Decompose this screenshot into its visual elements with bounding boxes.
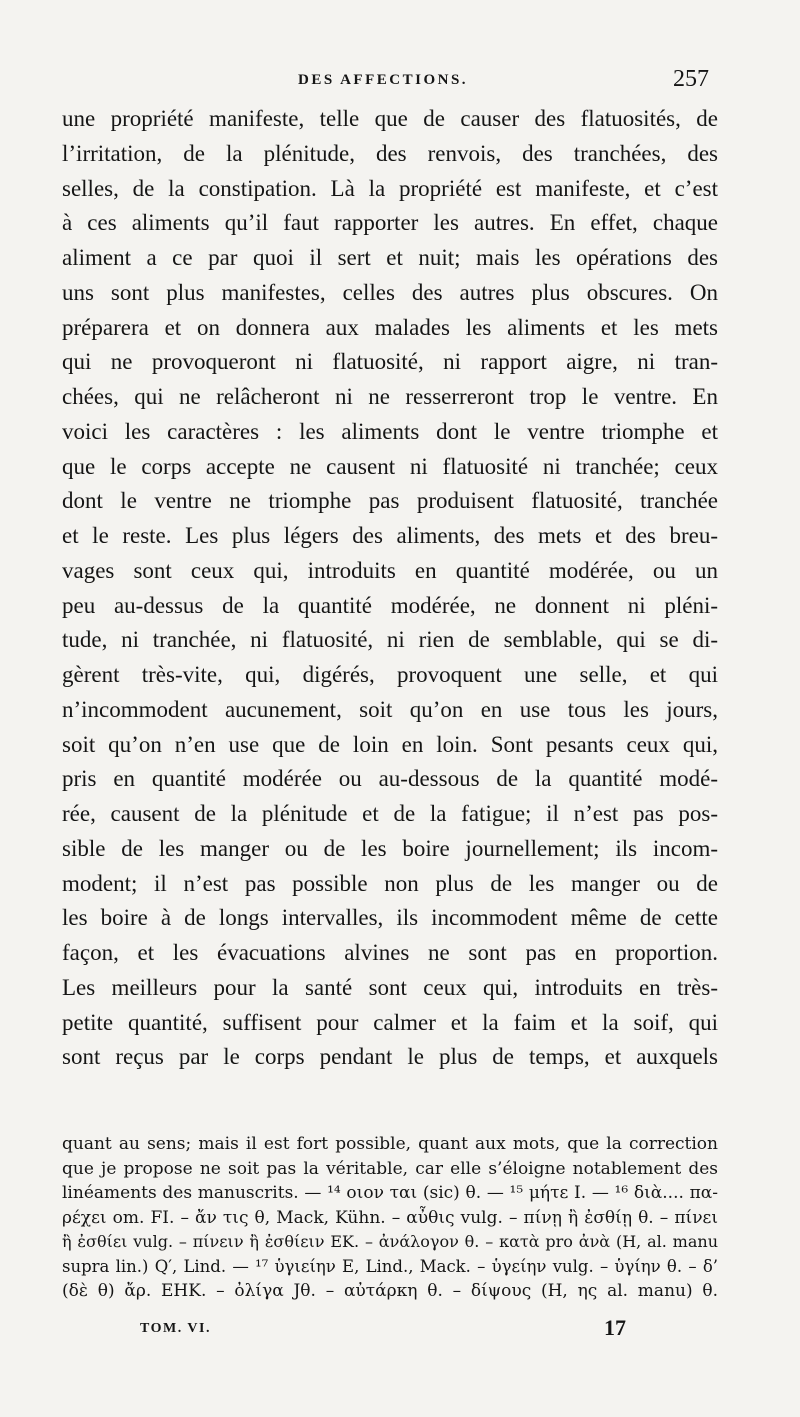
text-line: uns sont plus manifestes, celles des autres plus obscures. On xyxy=(62,279,718,305)
footnote-line: ἢ ἐσθίει vulg. – πίνειν ἢ ἐσθίειν EK. – ἀνάλογον θ. – κατὰ pro ἀνὰ (H, al. manu xyxy=(62,1232,718,1251)
gathering-number: 17 xyxy=(604,1315,626,1340)
text-line: les boire à de longs intervalles, ils incommodent même de cette xyxy=(62,905,718,931)
text-line: sont reçus par le corps pendant le plus de temps, et auxquels xyxy=(62,1044,718,1070)
text-line: aliment a ce par quoi il sert et nuit; mais les opérations des xyxy=(62,245,718,270)
footnote-line: que je propose ne soit pas la véritable, car elle s’éloigne notablement des xyxy=(62,1158,718,1179)
text-line: selles, de la constipation. Là la propriété est manifeste, et c’est xyxy=(62,175,718,201)
text-line: modent; il n’est pas possible non plus de les manger ou de xyxy=(62,870,718,896)
text-line: tude, ni tranchée, ni flatuosité, ni rien de semblable, qui se di- xyxy=(62,627,718,653)
running-title: DES AFFECTIONS. xyxy=(298,72,469,88)
footnote-line: (δὲ θ) ἄρ. EHK. – ὀλίγα Jθ. – αὐτάρκη θ. – δίψους (H, ης al. manu) θ. xyxy=(62,1281,718,1301)
text-line: soit qu’on n’en use que de loin en loin. Sont pesants ceux qui, xyxy=(62,731,718,757)
text-line: et le reste. Les plus légers des aliments, des mets et des breu- xyxy=(62,523,718,548)
page-number: 257 xyxy=(673,66,709,92)
text-line: une propriété manifeste, telle que de causer des flatuosités, de xyxy=(62,106,718,131)
text-line: façon, et les évacuations alvines ne sont pas en proportion. xyxy=(62,940,718,965)
text-line: préparera et on donnera aux malades les aliments et les mets xyxy=(62,314,718,340)
footnote-line: supra lin.) Q′, Lind. — ¹⁷ ὑγιείην E, Lind., Mack. – ὑγείην vulg. – ὑγίην θ. – δ’ xyxy=(62,1256,718,1276)
page-footer xyxy=(0,1315,800,1345)
text-line: qui ne provoqueront ni flatuosité, ni rapport aigre, ni tran- xyxy=(62,349,718,375)
footnotes xyxy=(62,1132,718,1304)
text-line: vages sont ceux qui, introduits en quantité modérée, ou un xyxy=(62,557,718,583)
running-head xyxy=(0,64,800,98)
text-line: à ces aliments qu’il faut rapporter les autres. En effet, chaque xyxy=(62,210,718,236)
text-line: peu au-dessus de la quantité modérée, ne donnent ni pléni- xyxy=(62,592,718,618)
footnote-line: quant au sens; mais il est fort possible, quant aux mots, que la correction xyxy=(62,1134,718,1154)
text-line: l’irritation, de la plénitude, des renvois, des tranchées, des xyxy=(62,140,718,166)
text-line: que le corps accepte ne causent ni flatuosité ni tranchée; ceux xyxy=(62,453,718,479)
text-line: chées, qui ne relâcheront ni ne resserreront trop le ventre. En xyxy=(62,384,718,409)
text-line: n’incommodent aucunement, soit qu’on en use tous les jours, xyxy=(62,696,718,722)
text-line: sible de les manger ou de les boire journellement; ils incom- xyxy=(62,835,718,861)
text-line: Les meilleurs pour la santé sont ceux qui, introduits en très- xyxy=(62,974,718,1000)
volume-signature: TOM. VI. xyxy=(140,1321,211,1336)
main-text xyxy=(62,102,718,1075)
footnote-line: ρέχει om. FI. – ἄν τις θ, Mack, Kühn. – αὖθις vulg. – πίνῃ ἢ ἐσθίῃ θ. – πίνει xyxy=(62,1207,718,1228)
text-line: petite quantité, suffisent pour calmer et la faim et la soif, qui xyxy=(62,1009,718,1035)
text-line: gèrent très-vite, qui, digérés, provoquent une selle, et qui xyxy=(62,662,718,687)
footnote-line: linéaments des manuscrits. — ¹⁴ οιον ται (sic) θ. — ¹⁵ μήτε I. — ¹⁶ διὰ.... πα- xyxy=(62,1183,718,1203)
text-line: pris en quantité modérée ou au-dessous de la quantité modé- xyxy=(62,766,718,792)
text-line: rée, causent de la plénitude et de la fatigue; il n’est pas pos- xyxy=(62,801,718,826)
text-line: dont le ventre ne triomphe pas produisent flatuosité, tranchée xyxy=(62,488,718,514)
text-line: voici les caractères : les aliments dont le ventre triomphe et xyxy=(62,418,718,444)
